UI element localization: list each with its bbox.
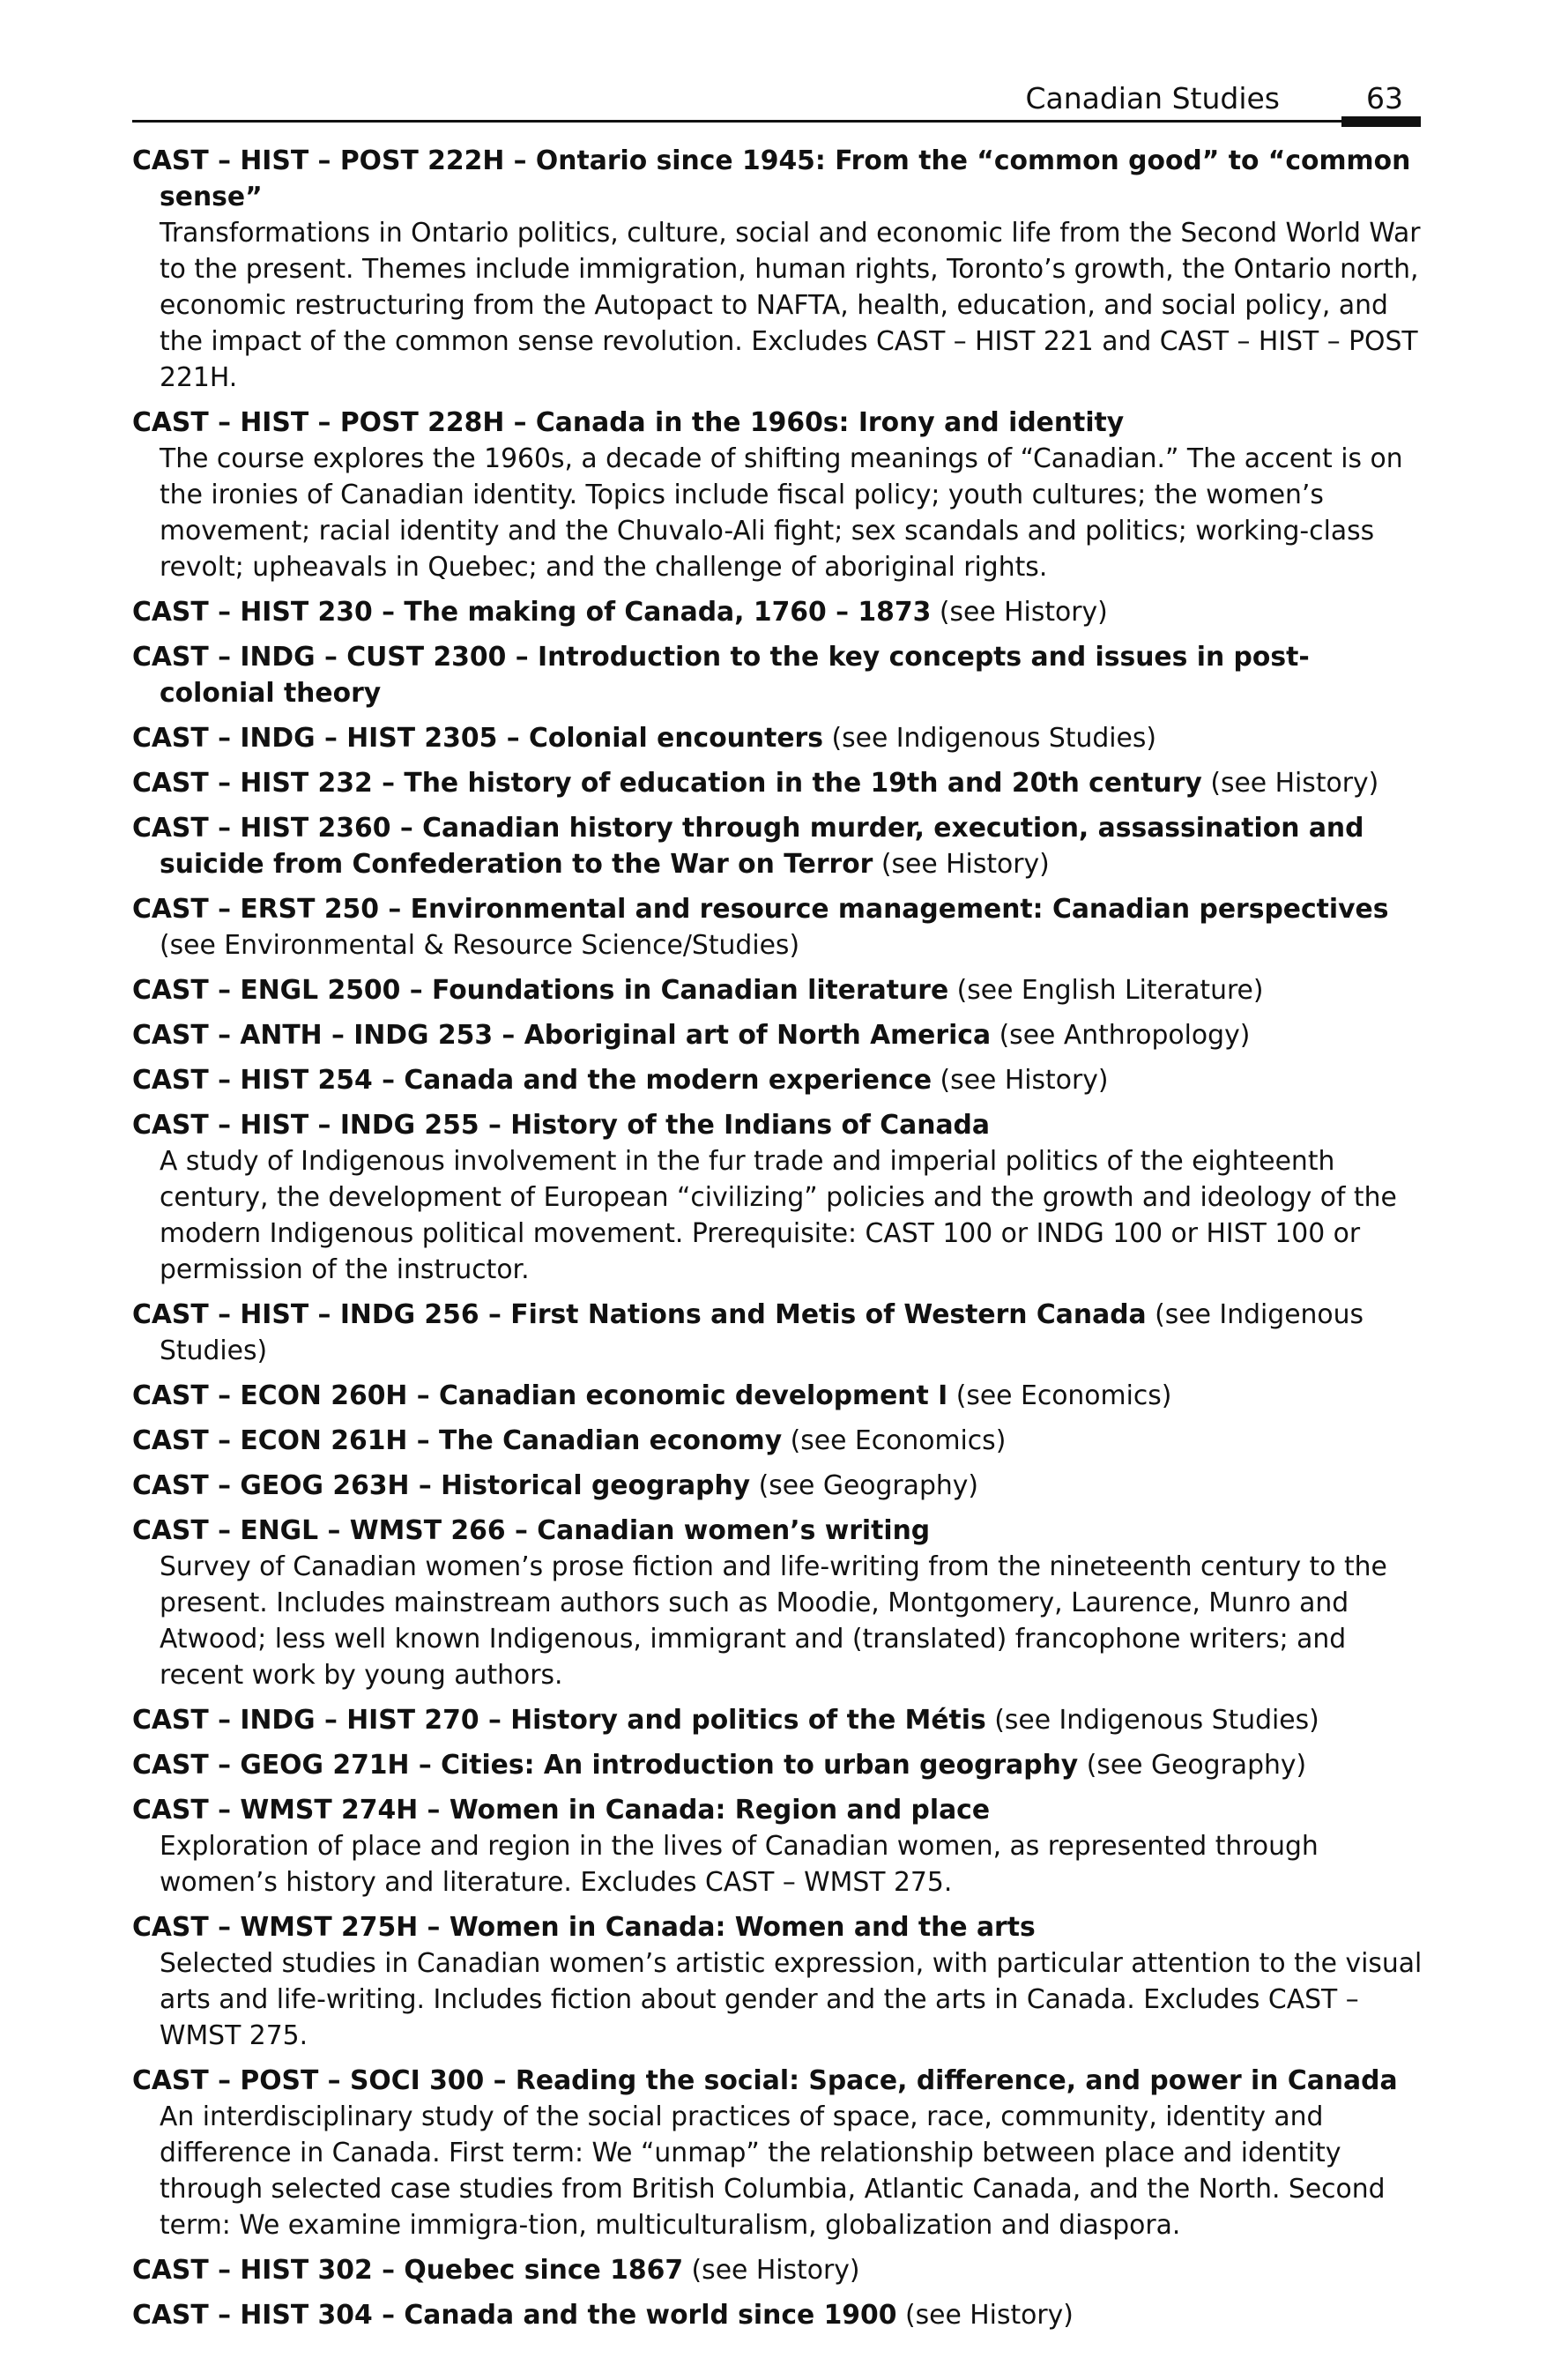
course-entry (132, 1297, 1423, 1369)
course-title: CAST – ECON 261H – The Canadian economy (132, 1425, 783, 1456)
course-heading (132, 1107, 1423, 1143)
course-title: CAST – HIST 302 – Quebec since 1867 (132, 2255, 684, 2286)
course-title: CAST – POST – SOCI 300 – Reading the social: Space, difference, and power in Canada (132, 2065, 1398, 2096)
running-header (132, 78, 1421, 123)
course-title: CAST – ERST 250 – Environmental and resource management: Canadian perspectives (132, 894, 1389, 925)
course-heading (132, 1378, 1423, 1414)
course-title: CAST – ENGL 2500 – Foundations in Canadian literature (132, 975, 949, 1006)
course-entry (132, 765, 1423, 801)
course-entry (132, 1747, 1423, 1783)
course-entry (132, 2252, 1423, 2288)
course-see-also: (see Environmental & Resource Science/Studies) (160, 930, 800, 961)
course-heading (132, 143, 1423, 215)
course-title: CAST – HIST 2360 – Canadian history through murder, execution, assassination and suicide from Confederation to the War on Terror (132, 813, 1364, 880)
course-see-also: (see History) (881, 849, 1050, 880)
course-see-also: (see History) (691, 2255, 860, 2286)
course-title: CAST – ECON 260H – Canadian economic development I (132, 1380, 948, 1411)
course-entry (132, 1909, 1423, 2054)
course-title: CAST – INDG – HIST 2305 – Colonial encounters (132, 723, 823, 754)
page-number: 63 (1366, 81, 1403, 115)
course-entry (132, 1378, 1423, 1414)
course-see-also: (see History) (939, 597, 1108, 628)
course-heading (132, 594, 1423, 630)
course-title: CAST – ENGL – WMST 266 – Canadian women’s writing (132, 1515, 931, 1546)
course-see-also: (see History) (1210, 768, 1379, 799)
course-heading (132, 1747, 1423, 1783)
course-description: Exploration of place and region in the lives of Canadian women, as represented through women’s history and literature. Excludes CAST – WMST 275. (160, 1831, 1319, 1898)
course-entry (132, 2063, 1423, 2243)
course-title: CAST – HIST 254 – Canada and the modern experience (132, 1065, 933, 1096)
course-see-also: (see Geography) (1086, 1750, 1307, 1781)
header-rule (132, 120, 1421, 123)
course-see-also: (see Anthropology) (999, 1020, 1251, 1051)
course-entry (132, 1423, 1423, 1459)
course-see-also: (see History) (940, 1065, 1109, 1096)
course-description: An interdisciplinary study of the social practices of space, race, community, identity and difference in Canada. First term: We “unmap” the relationship between place and identity through selected case studies from British Columbia, Atlantic Canada, and the North. Second term: We examine immigra-tion, multiculturalism, globalization and diaspora. (160, 2101, 1386, 2241)
course-title: CAST – GEOG 263H – Historical geography (132, 1470, 751, 1501)
course-entry (132, 1017, 1423, 1053)
course-entry (132, 891, 1423, 963)
course-heading (132, 1297, 1423, 1369)
course-title: CAST – HIST – INDG 256 – First Nations and Metis of Western Canada (132, 1299, 1147, 1330)
course-description: Transformations in Ontario politics, culture, social and economic life from the Second World War to the present. Themes include immigration, human rights, Toronto’s growth, the Ontario north, economic restructuring from the Autopact to NAFTA, health, education, and social policy, and the impact of the common sense revolution. Excludes CAST – HIST 221 and CAST – HIST – POST 221H. (160, 218, 1421, 393)
course-title: CAST – WMST 275H – Women in Canada: Women and the arts (132, 1912, 1036, 1943)
course-title: CAST – HIST 304 – Canada and the world since 1900 (132, 2300, 897, 2331)
course-entry (132, 1702, 1423, 1738)
course-heading (132, 1423, 1423, 1459)
course-description: Survey of Canadian women’s prose fiction and life-writing from the nineteenth century to the present. Includes mainstream authors such as Moodie, Montgomery, Laurence, Munro and Atwood; less well known Indigenous, immigrant and (translated) francophone writers; and recent work by young authors. (160, 1551, 1387, 1691)
course-heading (132, 405, 1423, 441)
course-entry (132, 1792, 1423, 1900)
section-title: Canadian Studies (1025, 81, 1280, 115)
course-heading (132, 765, 1423, 801)
course-title: CAST – WMST 274H – Women in Canada: Region and place (132, 1795, 991, 1826)
header-tab-marker (1341, 116, 1421, 127)
course-see-also: (see Indigenous Studies) (160, 1299, 1364, 1366)
course-entry (132, 143, 1423, 396)
course-see-also: (see Indigenous Studies) (831, 723, 1157, 754)
course-entry (132, 405, 1423, 585)
course-title: CAST – INDG – HIST 270 – History and politics of the Métis (132, 1705, 986, 1736)
course-heading (132, 1702, 1423, 1738)
course-heading (132, 720, 1423, 756)
course-list (132, 143, 1423, 2342)
course-heading (132, 1792, 1423, 1828)
course-heading (132, 1909, 1423, 1945)
course-see-also: (see History) (904, 2300, 1074, 2331)
course-entry (132, 1468, 1423, 1504)
course-heading (132, 2297, 1423, 2333)
course-heading (132, 972, 1423, 1008)
course-description: A study of Indigenous involvement in the fur trade and imperial politics of the eighteenth century, the development of European “civilizing” policies and the growth and ideology of the modern Indigenous political movement. Prerequisite: CAST 100 or INDG 100 or HIST 100 or permission of the instructor. (160, 1146, 1397, 1285)
course-heading (132, 891, 1423, 963)
course-title: CAST – INDG – CUST 2300 – Introduction to the key concepts and issues in post-colonial theory (132, 642, 1310, 709)
course-see-also: (see Geography) (758, 1470, 978, 1501)
course-entry (132, 1513, 1423, 1693)
course-heading (132, 2063, 1423, 2099)
course-description: Selected studies in Canadian women’s artistic expression, with particular attention to the visual arts and life-writing. Includes fiction about gender and the arts in Canada. Excludes CAST – WMST 275. (160, 1948, 1423, 2051)
course-heading (132, 2252, 1423, 2288)
course-heading (132, 1513, 1423, 1549)
course-entry (132, 594, 1423, 630)
course-see-also: (see Indigenous Studies) (994, 1705, 1319, 1736)
course-title: CAST – HIST – INDG 255 – History of the Indians of Canada (132, 1110, 990, 1141)
course-title: CAST – HIST 230 – The making of Canada, 1760 – 1873 (132, 597, 932, 628)
course-entry (132, 1062, 1423, 1098)
course-title: CAST – ANTH – INDG 253 – Aboriginal art of North America (132, 1020, 992, 1051)
course-entry (132, 1107, 1423, 1288)
course-title: CAST – HIST – POST 228H – Canada in the 1960s: Irony and identity (132, 407, 1125, 438)
course-entry (132, 810, 1423, 882)
course-description: The course explores the 1960s, a decade of shifting meanings of “Canadian.” The accent is on the ironies of Canadian identity. Topics include fiscal policy; youth cultures; the women’s movement; racial identity and the Chuvalo-Ali fight; sex scandals and politics; working-class revolt; upheavals in Quebec; and the challenge of aboriginal rights. (160, 443, 1403, 583)
course-entry (132, 720, 1423, 756)
course-entry (132, 2297, 1423, 2333)
course-see-also: (see English Literature) (956, 975, 1264, 1006)
course-entry (132, 972, 1423, 1008)
course-heading (132, 1017, 1423, 1053)
course-title: CAST – HIST – POST 222H – Ontario since 1945: From the “common good” to “common sense” (132, 145, 1411, 212)
course-title: CAST – HIST 232 – The history of education in the 19th and 20th century (132, 768, 1202, 799)
course-title: CAST – GEOG 271H – Cities: An introduction to urban geography (132, 1750, 1079, 1781)
course-entry (132, 639, 1423, 711)
course-heading (132, 639, 1423, 711)
course-heading (132, 810, 1423, 882)
course-heading (132, 1468, 1423, 1504)
course-see-also: (see Economics) (955, 1380, 1172, 1411)
course-see-also: (see Economics) (790, 1425, 1007, 1456)
course-heading (132, 1062, 1423, 1098)
